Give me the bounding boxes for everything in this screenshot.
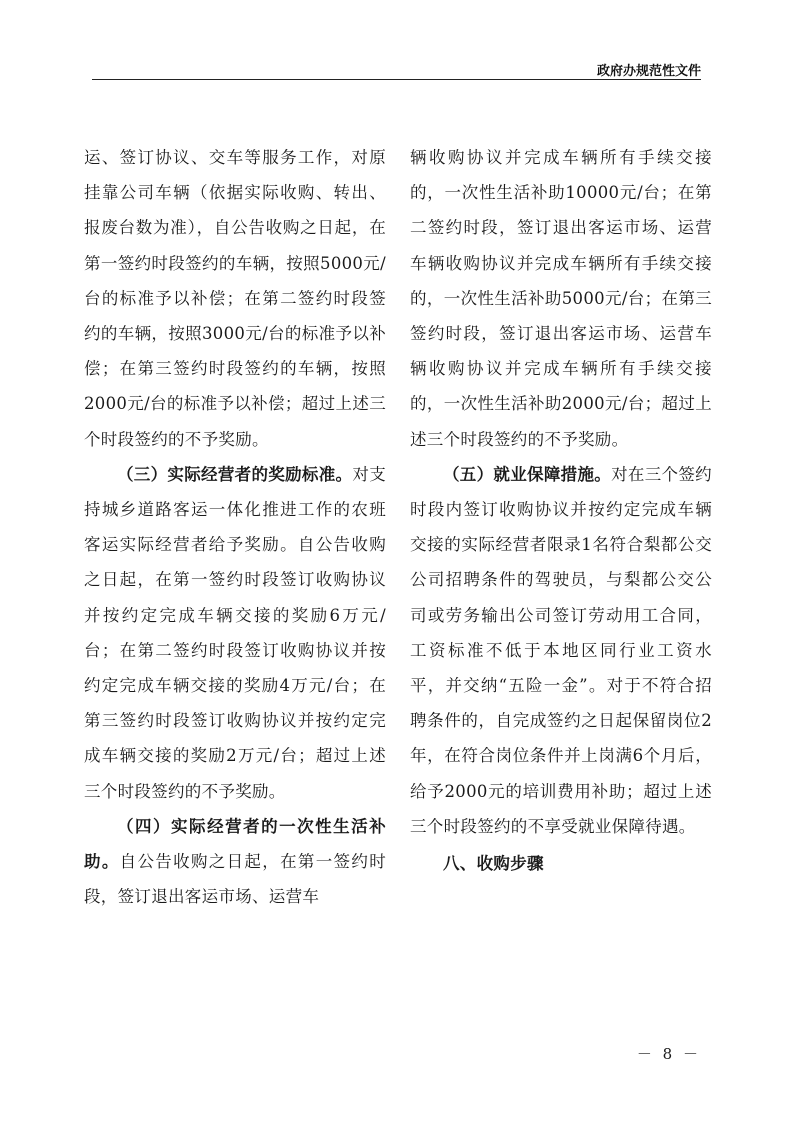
left-column [84, 140, 386, 914]
subheading-living-subsidy: （四）实际经营者的一次性生活补助。 [84, 816, 386, 872]
paragraph-subsidy-continuation: 辆收购协议并完成车辆所有手续交接的，一次性生活补助10000元/台；在第二签约时段，签订退出客运市场、运营车辆收购协议并完成车辆所有手续交接的，一次性生活补助5000元/台；在第三签约时段，签订退出客运市场、运营车辆收购协议并完成车辆所有手续交接的，一次性生活补助2000元/台；超过上述三个时段签约的不予奖励。 [410, 148, 712, 449]
right-column [410, 140, 712, 881]
subheading-employment: （五）就业保障措施。 [443, 464, 612, 484]
page-number: － 8 － [636, 1045, 701, 1063]
section-heading-acquisition-steps: 八、收购步骤 [443, 854, 544, 874]
paragraph-operator-reward-text: 对支持城乡道路客运一体化推进工作的农班客运实际经营者给予奖励。自公告收购之日起，在第一签约时段签订收购协议并按约定完成车辆交接的奖励6万元/台；在第二签约时段签订收购协议并按约定完成车辆交接的奖励4万元/台；在第三签约时段签订收购协议并按约定完成车辆交接的奖励2万元/台；超过上述三个时段签约的不予奖励。 [84, 464, 386, 801]
paragraph-operator-reward [84, 457, 386, 809]
paragraph-continuation: 运、签订协议、交车等服务工作，对原挂靠公司车辆（依据实际收购、转出、报废台数为准），自公告收购之日起，在第一签约时段签约的车辆，按照5000元/台的标准予以补偿；在第二签约时段签约的车辆，按照3000元/台的标准予以补偿；在第三签约时段签约的车辆，按照2000元/台的标准予以补偿；超过上述三个时段签约的不予奖励。 [84, 148, 386, 449]
header-rule [92, 79, 701, 80]
paragraph-employment [410, 457, 712, 844]
paragraph-living-subsidy [84, 809, 386, 915]
paragraph-living-subsidy-text: 自公告收购之日起，在第一签约时段，签订退出客运市场、运营车 [84, 852, 386, 907]
document-header-title: 政府办规范性文件 [596, 64, 701, 79]
paragraph-employment-text: 对在三个签约时段内签订收购协议并按约定完成车辆交接的实际经营者限录1名符合梨都公交公司招聘条件的驾驶员，与梨都公交公司或劳务输出公司签订劳动用工合同，工资标准不低于本地区同行业工资水平，并交纳“五险一金”。对于不符合招聘条件的，自完成签约之日起保留岗位2年，在符合岗位条件并上岗满6个月后，给予2000元的培训费用补助；超过上述三个时段签约的不享受就业保障待遇。 [410, 464, 712, 836]
subheading-operator-reward: （三）实际经营者的奖励标准。 [117, 464, 353, 484]
